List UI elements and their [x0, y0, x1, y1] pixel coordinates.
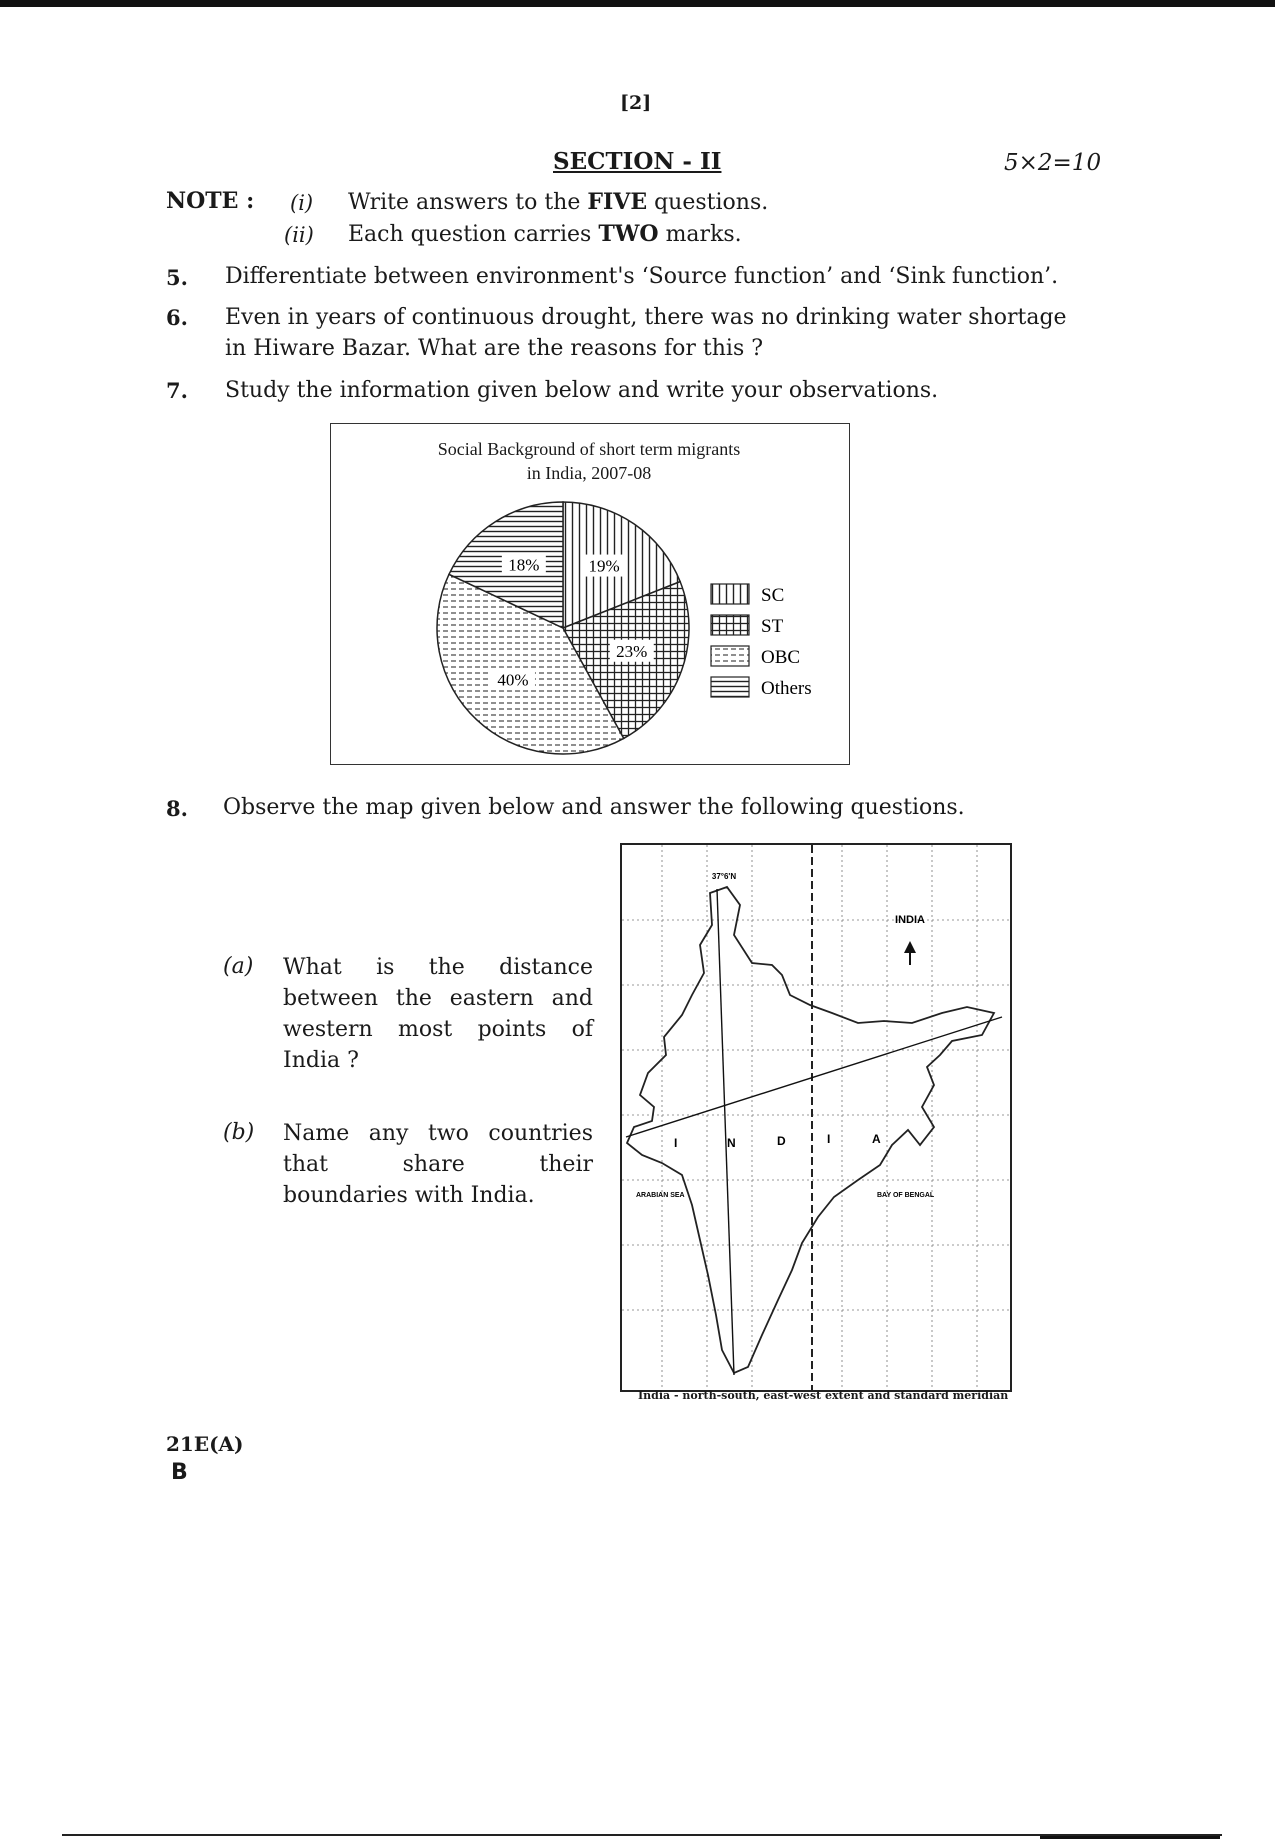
- map-label-i2: I: [827, 1132, 831, 1146]
- pie-label-obc: 40%: [497, 670, 529, 690]
- question-6-number: 6.: [166, 305, 188, 330]
- question-5-number: 5.: [166, 265, 188, 290]
- pie-chart-figure: [330, 423, 850, 765]
- sub-question-a-text: [283, 952, 593, 1076]
- pie-label-sc: 19%: [588, 556, 620, 576]
- map-label-d: D: [777, 1134, 786, 1148]
- legend-swatch-sc: [711, 584, 749, 604]
- legend-label-st: ST: [761, 616, 784, 637]
- east-west-extent-line: [626, 1017, 1002, 1137]
- legend-label-others: Others: [761, 678, 812, 699]
- legend-swatch-others: [711, 677, 749, 697]
- legend-label-sc: SC: [761, 585, 785, 606]
- question-5-text: Differentiate between environment's ‘Source function’ and ‘Sink function’.: [225, 264, 1059, 289]
- paper-code: 21E(A): [166, 1432, 244, 1456]
- north-south-extent-line: [717, 889, 734, 1375]
- top-border: [0, 0, 1275, 7]
- sub-question-b-line: Name any two countries: [283, 1121, 593, 1146]
- map-label-latitude: 37°6'N: [711, 872, 737, 881]
- pie-chart: [331, 424, 849, 764]
- map-label-a: A: [872, 1132, 881, 1146]
- north-arrow-icon: [904, 941, 916, 965]
- sub-question-a-label: (a): [223, 954, 254, 979]
- chart-legend: [711, 584, 812, 699]
- sub-question-a-line: between the eastern and: [283, 986, 593, 1011]
- india-outline: [627, 887, 994, 1373]
- paper-set: B: [171, 1460, 188, 1485]
- question-6-line-2: in Hiware Bazar. What are the reasons for this ?: [225, 336, 764, 361]
- india-map-figure: [620, 843, 1012, 1392]
- map-caption: India - north-south, east-west extent and standard meridian: [638, 1389, 1009, 1402]
- sub-question-b-label: (b): [223, 1120, 255, 1145]
- note-label: NOTE :: [166, 188, 255, 214]
- legend-swatch-obc: [711, 646, 749, 666]
- map-label-india: INDIA: [895, 914, 925, 926]
- note-item-2: Each question carries TWO marks.: [348, 221, 742, 247]
- question-6-line-1: Even in years of continuous drought, there was no drinking water shortage: [225, 305, 1067, 330]
- note-item-2-roman: (ii): [284, 223, 314, 247]
- chart-title-line-1: Social Background of short term migrants: [437, 439, 741, 459]
- chart-title-line-2: in India, 2007-08: [526, 463, 652, 483]
- sub-question-a-line: India ?: [283, 1048, 359, 1073]
- sub-question-b-line: boundaries with India.: [283, 1183, 535, 1208]
- question-8-number: 8.: [166, 796, 188, 821]
- question-7-text: Study the information given below and write your observations.: [225, 378, 939, 403]
- map-grid: [622, 845, 1010, 1390]
- legend-swatch-st: [711, 615, 749, 635]
- india-map: [622, 845, 1010, 1390]
- question-7-number: 7.: [166, 378, 188, 403]
- question-8-text: Observe the map given below and answer the following questions.: [223, 795, 965, 820]
- map-label-n: N: [727, 1136, 736, 1150]
- map-label-arabian-sea: ARABIAN SEA: [636, 1192, 685, 1199]
- sub-question-b-line: that share their: [283, 1152, 593, 1177]
- pie-label-others: 18%: [508, 555, 540, 575]
- sub-question-b-text: [283, 1118, 593, 1211]
- page-number: [2]: [620, 92, 652, 114]
- sub-question-a-line: What is the distance: [283, 955, 593, 980]
- pie-slices: [437, 502, 689, 754]
- section-marks: 5×2=10: [1004, 150, 1102, 176]
- pie-label-st: 23%: [616, 641, 648, 661]
- map-label-i: I: [674, 1136, 678, 1150]
- note-item-1-roman: (i): [290, 191, 314, 215]
- sub-question-a-line: western most points of: [283, 1017, 593, 1042]
- map-label-bay-of-bengal: BAY OF BENGAL: [877, 1192, 935, 1199]
- legend-label-obc: OBC: [761, 647, 801, 668]
- section-title: SECTION - II: [553, 148, 722, 175]
- note-item-1: Write answers to the FIVE questions.: [348, 189, 769, 215]
